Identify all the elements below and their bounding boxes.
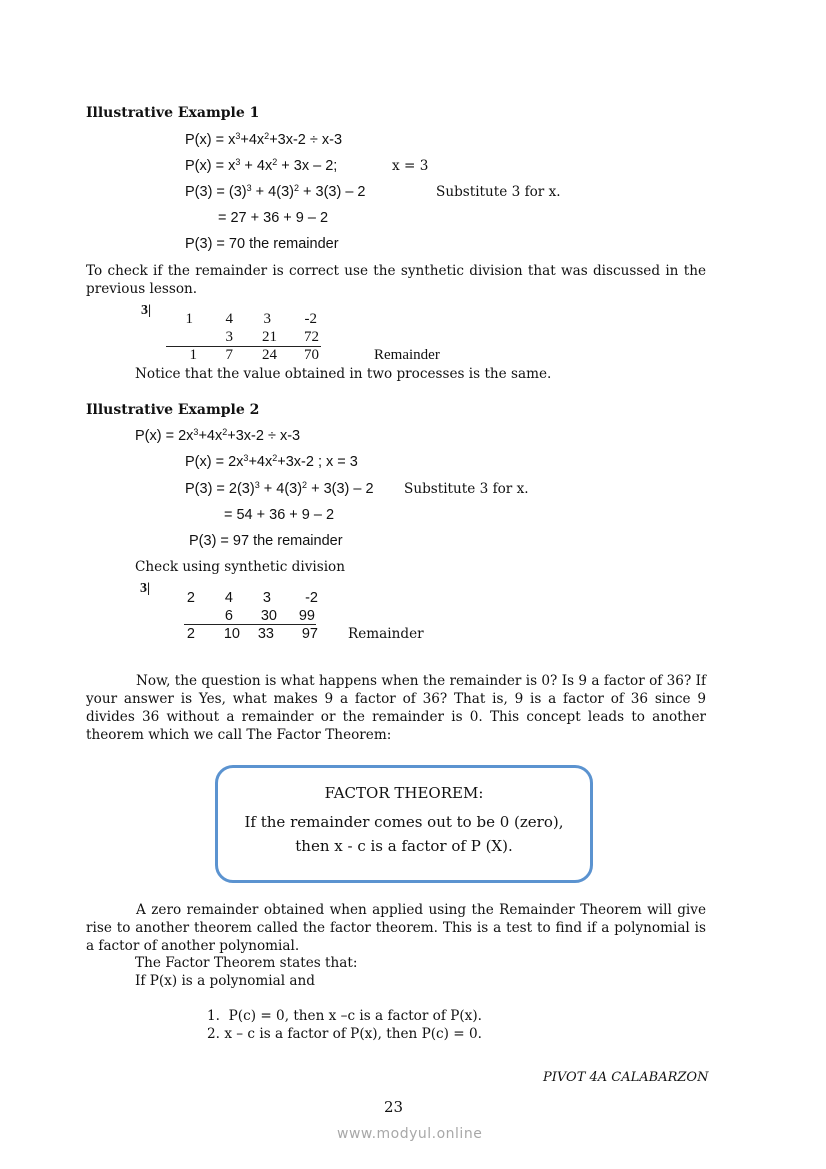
synthetic-divisor: 3| xyxy=(140,581,151,596)
syn2-remainder-label: Remainder xyxy=(348,626,424,642)
factor-theorem-line-2: then x - c is a factor of P (X). xyxy=(295,837,513,855)
list-item: 1. P(c) = 0, then x –c is a factor of P(x). xyxy=(207,1008,482,1024)
syn2-r3c2: 10 xyxy=(223,626,240,642)
syn1-r1c3: 3 xyxy=(263,311,271,327)
syn2-r1c2: 4 xyxy=(224,590,233,606)
factor-theorem-line-1: If the remainder comes out to be 0 (zero), xyxy=(244,813,564,831)
page-number: 23 xyxy=(384,1098,404,1116)
syn1-r1c1: 1 xyxy=(185,311,193,327)
example2-equation-1: $P(x) = 2x^3+4x^2+3x-2 \div x-3$ xyxy=(135,427,301,444)
example2-substitute-note: Substitute 3 for x. xyxy=(404,481,529,497)
example2-equation-4: = 54 + 36 + 9 – 2 xyxy=(224,507,335,523)
syn1-r3c4: 70 xyxy=(304,347,319,363)
syn1-r2c3: 21 xyxy=(262,329,277,345)
factor-theorem-box xyxy=(215,765,593,883)
syn2-r2c4: 99 xyxy=(298,608,315,624)
example1-equation-2: $P(x) = x^3 + 4x^2 + 3x - 2$; xyxy=(185,157,338,174)
example1-check-text: To check if the remainder is correct use the synthetic division that was discussed in the previous lesson. xyxy=(86,263,706,297)
factor-theorem-paragraph: A zero remainder obtained when applied using the Remainder Theorem will give rise to another theorem called the factor theorem. This is a test to find if a polynomial is a factor of another polynomial. xyxy=(86,902,706,954)
example1-x-value: x = 3 xyxy=(392,158,429,174)
syn1-r3c2: 7 xyxy=(225,347,233,363)
example2-equation-3: $P(3) = 2(3)^3 + 4(3)^2 + 3(3) - 2$ xyxy=(185,480,374,497)
syn2-r1c3: 3 xyxy=(262,590,271,606)
example2-check-text: Check using synthetic division xyxy=(135,559,345,575)
example1-equation-1: $P(x) = x^3+4x^2+3x-2 \div x-3$ xyxy=(185,131,343,148)
list-item: 2. x – c is a factor of P(x), then P(c) = 0. xyxy=(207,1026,482,1042)
example2-heading: Illustrative Example 2 xyxy=(86,402,260,418)
synthetic-divisor: 3| xyxy=(141,303,152,318)
watermark-link[interactable]: www.modyul.online xyxy=(337,1126,483,1142)
syn1-r3c3: 24 xyxy=(262,347,277,363)
syn1-r2c4: 72 xyxy=(304,329,319,345)
syn1-r1c4: -2 xyxy=(304,311,317,327)
syn2-r2c3: 30 xyxy=(260,608,277,624)
factor-theorem-statement xyxy=(218,810,590,858)
syn2-r3c3: 33 xyxy=(257,626,274,642)
syn1-r3c1: 1 xyxy=(189,347,197,363)
syn2-r2c2: 6 xyxy=(224,608,233,624)
example2-result: P(3) = 97 the remainder xyxy=(189,533,343,549)
syn2-r1c4: -2 xyxy=(305,590,318,606)
syn2-divider-line xyxy=(184,624,316,625)
syn1-r1c2: 4 xyxy=(225,311,233,327)
example2-equation-2: $P(x) = 2x^3+4x^2+3x-2$ ; x = 3 xyxy=(185,453,358,470)
syn2-r1c1: 2 xyxy=(186,590,195,606)
example1-notice: Notice that the value obtained in two processes is the same. xyxy=(135,366,552,382)
factor-intro-paragraph: Now, the question is what happens when the remainder is 0? Is 9 a factor of 36? If your answer is Yes, what makes 9 a factor of 36? That is, 9 is a factor of 36 since 9 divides 36 without a remainder or the remainder is 0. This concept leads to another theorem which we call The Factor Theorem: xyxy=(86,673,706,743)
factor-theorem-title: FACTOR THEOREM: xyxy=(324,784,484,802)
syn1-remainder-label: Remainder xyxy=(374,347,440,363)
example1-equation-4: = 27 + 36 + 9 – 2 xyxy=(218,210,329,226)
example1-equation-3: $P(3) = (3)^3 + 4(3)^2 + 3(3) - 2$ xyxy=(185,183,366,200)
syn2-r3c1: 2 xyxy=(186,626,195,642)
statement-condition: If P(x) is a polynomial and xyxy=(135,973,315,989)
footer-source: PIVOT 4A CALABARZON xyxy=(543,1070,709,1085)
syn1-r2c2: 3 xyxy=(225,329,233,345)
example1-result: P(3) = 70 the remainder xyxy=(185,236,339,252)
syn2-r3c4: 97 xyxy=(301,626,318,642)
example1-substitute-note: Substitute 3 for x. xyxy=(436,184,561,200)
example1-heading: Illustrative Example 1 xyxy=(86,105,260,121)
statement-intro: The Factor Theorem states that: xyxy=(135,955,358,971)
